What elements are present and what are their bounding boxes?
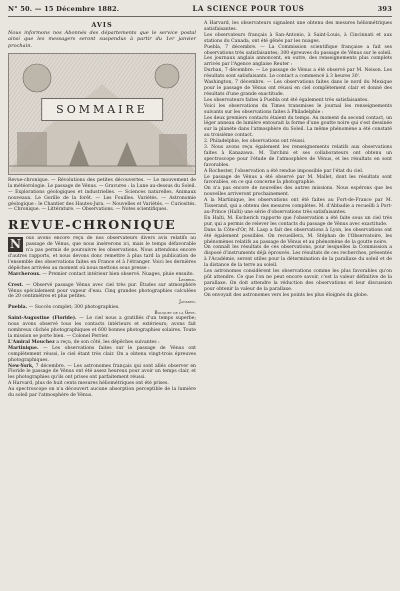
list-item: L'Amiral Mouchez a reçu, de son côté, les dépêches suivantes :	[8, 339, 160, 345]
paragraph: 2. Philadelphie, les observations ont réussi.	[204, 139, 306, 145]
page-number: 393	[377, 5, 392, 13]
paragraph: Le passage de Vénus a été observé par M. Mallet, dont les résultats sont favorables, en ce qui concerne la photographie.	[204, 174, 392, 186]
avis-body: Nous informons nos Abonnés des départements que le service postal ainsi que les messagers seront suspendus à partir du 1er janvier prochain.	[8, 30, 196, 49]
right-column	[204, 21, 392, 591]
signature: Bouquet de la Grye.	[154, 311, 196, 317]
dropcap-letter: N	[8, 237, 23, 252]
paragraph: On n'a pas encore de nouvelles des autres missions. Nous espérons que les nouvelles arriveront prochainement.	[204, 186, 392, 198]
revue-intro-text: ous avons encore reçu de nos observateurs divers avis relatifs au passage de Vénus, que nous insérerons ici, mais le temps défavorable n'a pas permis de poursuivre les observations. Nous attendons encore d'autres rapports, et nous devons donc remettre à plus tard la publication de l'ensemble des observations faites en France et à l'étranger. Voici les dernières dépêches arrivées au moment où nous mettons sous presse :	[8, 236, 196, 271]
paragraph: Les astronomes considèrent les observations comme les plus favorables qu'on pût attendre. Ce que l'on ne peut encore savoir, c'est la valeur définitive de la parallaxe. On doit attendre la réduction des observations et leur discussion pour obtenir la valeur de la parallaxe.	[204, 269, 392, 292]
list-item: Martinique. — Les observations faites sur le passage de Vénus ont complètement réussi, le ciel étant très clair. On a obtenu vingt-trois épreuves photographiques.	[8, 345, 196, 363]
revue-intro	[8, 236, 196, 271]
paragraph: A la Martinique, les observations ont été faites au Fort-de-France par M. Tisserand, qui a obtenu des mesures complètes. M. d'Abbadie a recueilli à Port-au-Prince (Haïti) une série d'observations très satisfaisantes.	[204, 198, 392, 215]
page-header	[8, 4, 392, 17]
paragraph: A Harvard, les observateurs signalent une obtenu des mesures héliométriques satisfaisantes.	[204, 21, 392, 32]
paragraph: Les observateurs faites à Puebla ont été également très satisfaisantes.	[204, 97, 369, 103]
sommaire-illustration	[8, 53, 196, 175]
paragraph: Les deux premiers contacts étaient du temps. Au moment du second contact, un léger anneau de lumière entourait la forme d'une goutte noire qui s'est dessinée sur la planète dans l'atmosphère du Soleil. La même phénomène a été constaté au troisième contact.	[204, 115, 392, 139]
paragraph: Voici les observations du Times transmises le journal les renseignements suivants sur les observations faites à Philadelphie :	[204, 103, 392, 115]
list-item: A Harvard, plus de huit cents mesures héliométriques ont été prises.	[8, 381, 169, 387]
list-item: Marcheroux. — Premier contact intérieur bien observé. Nuages, pluie ensuite.	[8, 271, 195, 277]
signature: Lesbros.	[178, 277, 196, 283]
list-item: New-York, 7 décembre. — Les astronomes français qui sont allés observer en Floride le passage de Vénus ont été assez heureux pour avoir un temps clair, et les photographies qu'ils ont prises ont parfaitement réussi.	[8, 363, 196, 381]
paragraph: Durban, 7 décembre. — Le passage de Vénus a été observé par M. Neison. Les résultats sont satisfaisants. Le contact a commencé à 3 heures 30'.	[204, 68, 392, 80]
paragraph: A Rochester, l'observation a été rendue impossible par l'état du ciel.	[204, 168, 364, 174]
sommaire-text: Revue-chronique. — Révolutions des petites découvertes. — Le mouvement de la météorologie. Le passage de Vénus. — Gravures : la Lune au-dessus du Soleil. — Explorations géologiques et industrielles. — Sciences naturelles. Animaux nouveaux. Le Gorille de la forêt. — Les Fouilles. Variétés. — Astronomie géologique : le Chantier des Hautes-Jura. — Nouvelles et Variétés. — Curiosités. — Chronique. — Littérature. — Observations. — Notes scientifiques.	[8, 177, 196, 213]
avis-title: AVIS	[91, 21, 113, 29]
journal-title: LA SCIENCE POUR TOUS	[192, 4, 305, 13]
paragraph: Dans la Côte-d'Or, M. Lasp a fait des observations à Lyon, les observations ont été également possibles. On recueillera, M. Stéphan de l'Observatoire, les phénomènes relatifs au passage de Vénus et au phénomène de la goutte noire.	[204, 227, 392, 245]
paragraph: On envoyait des astronomes vers les points les plus éloignés du globe.	[204, 292, 369, 298]
list-item: Au spectroscope on n'a découvert aucune absorption perceptible de la lumière du soleil par l'atmosphère de Vénus.	[8, 387, 196, 399]
revue-chronique-title: REVUE-CHRONIQUE	[8, 217, 196, 234]
paragraph: En Haïti, M. Escherich rapporte que l'observation a été faite sous un ciel très pur, qui a permis de relever les contacts du passage de Vénus avec exactitude.	[204, 215, 392, 227]
signature: Janssen.	[179, 300, 196, 306]
paragraph: Puebla, 7 décembre. — La Commission scientifique française a fait ses observations très satisfaisantes; 300 épreuves du passage de Vénus sur le soleil.	[204, 44, 392, 56]
left-column	[8, 21, 196, 591]
paragraph: Washington, 7 décembre. — Les observations faites dans le nord du Mexique pour le passage de Vénus ont réussi en ciel complètement clair et donné des résultats d'une grande exactitude.	[204, 80, 392, 97]
paragraph: Les journaux anglais annoncent, en outre, des renseignements plus complets arrivés par l'Agence anglaise Reuter :	[204, 56, 392, 68]
sommaire-label: SOMMAIRE	[41, 98, 163, 121]
paragraph: Les observateurs français à San-Antonio, à Saint-Louis, à Cincinnati et aux stations du Canada, ont été gênés par les nuages.	[204, 32, 392, 44]
issue-info: N° 50. — 15 Décembre 1882.	[8, 5, 120, 13]
paragraph: On connaît les résultats de ces observations, pour lesquelles la Commission a disposé d'instruments déjà éprouvés. Les résultats de ces recherches, présentés à l'Académie, seront utiles pour la détermination de la parallaxe du soleil et de la distance de la terre au soleil.	[204, 245, 392, 269]
list-item: Saint-Augustine (Floride). — Le ciel nous a gratifiés d'un temps superbe; nous avons observé tous les contacts intérieurs et extérieurs; avons fait nombreux clichés photographiques et 600 bonnes photographies solaires. Toute la mission se porte bien. — Colonel Perrier.	[8, 316, 196, 340]
paragraph: 3. Nous avons reçu également les renseignements relatifs aux observations faites à Kanazawa. M. Tarchini et ses collaborateurs ont obtenu un spectroscope pour l'étude de l'atmosphère de Vénus, et les résultats en sont favorables.	[204, 145, 392, 168]
list-item: Crest. — Observé passage Vénus avec ciel très pur. Études sur atmosphère Vénus spécialement pour vapeur d'eau. Cinq grandes photographies calculées de 20 centimètres et plus petites.	[8, 282, 196, 300]
list-item: Puebla. — Succès complet; 300 photographies.	[8, 305, 120, 311]
